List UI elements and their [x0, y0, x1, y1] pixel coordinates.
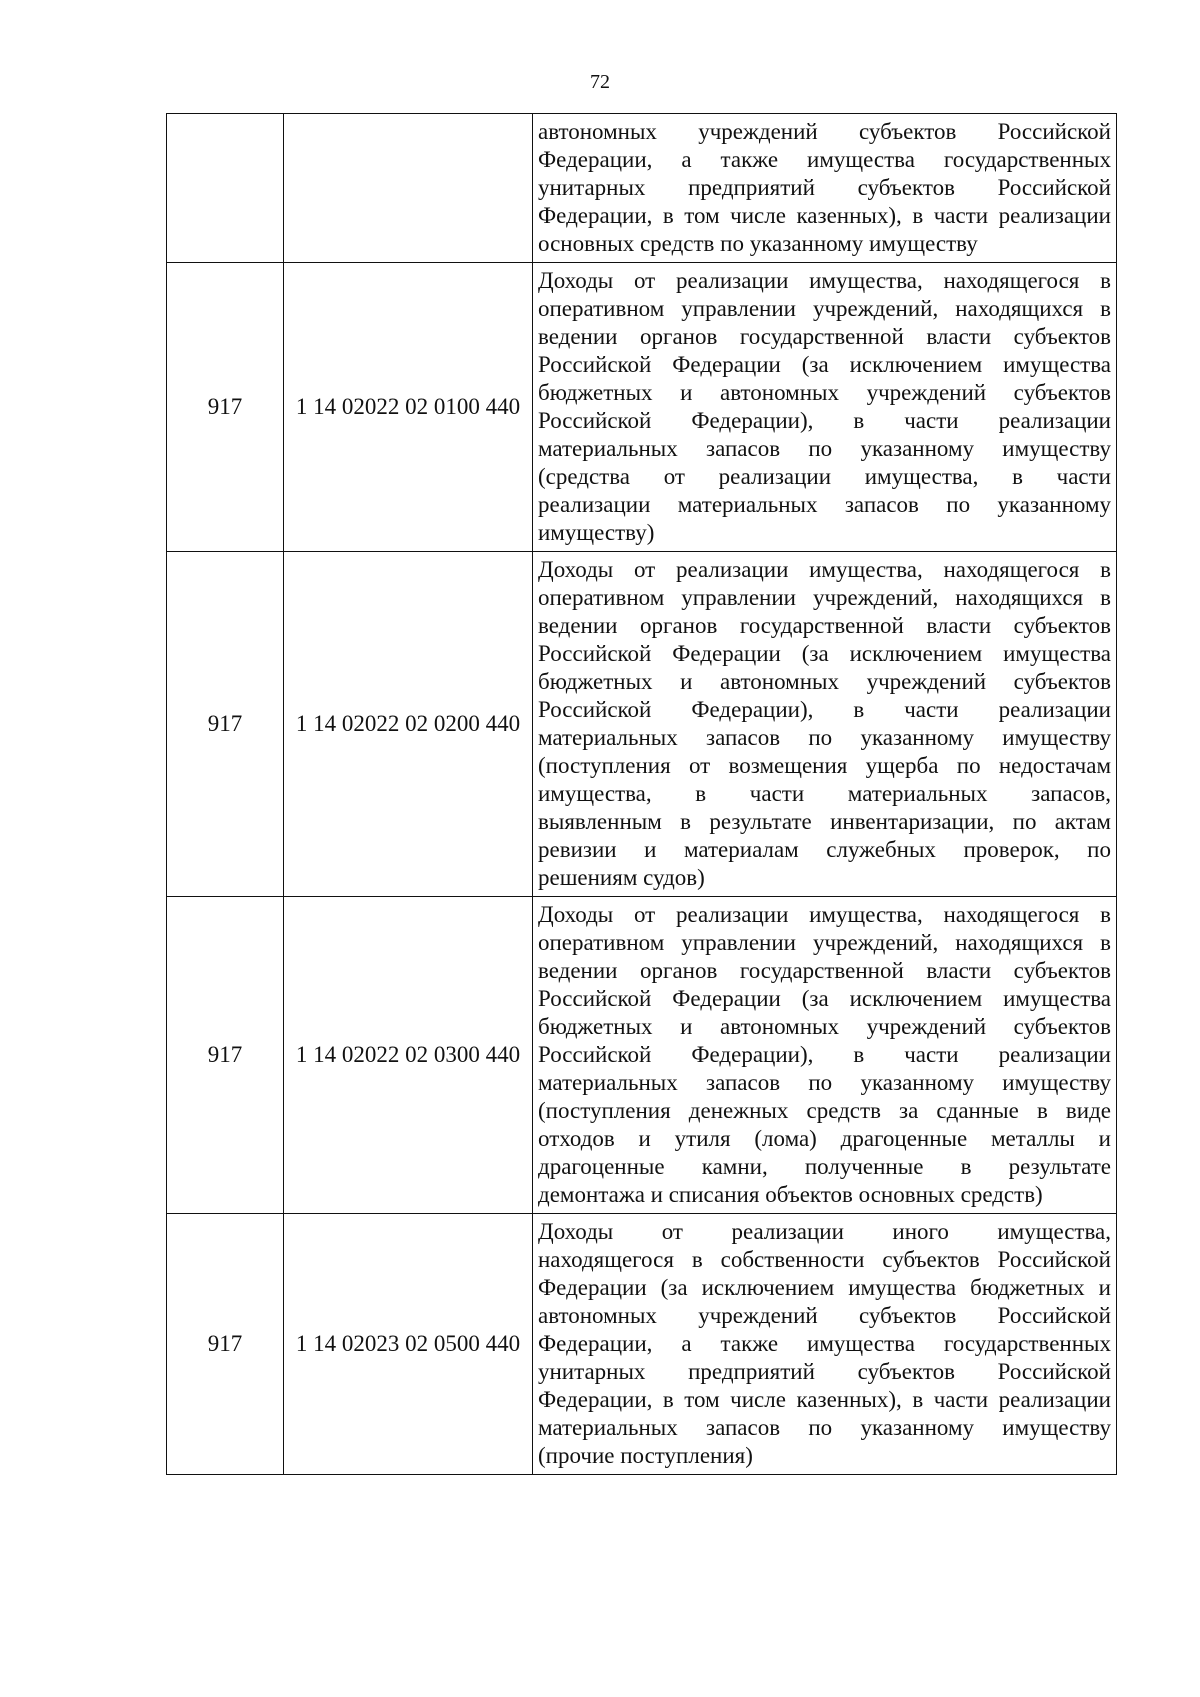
- budget-code-cell: 1 14 02022 02 0100 440: [284, 263, 533, 552]
- budget-code-cell: 1 14 02022 02 0300 440: [284, 897, 533, 1214]
- description-line: бюджетных и автономных учреждений субъектов: [538, 1014, 1111, 1039]
- description-line: реализации материальных запасов по указанному: [538, 492, 1111, 517]
- description-line: (поступления от возмещения ущерба по недостачам: [538, 753, 1111, 778]
- description-line: Федерации, в том числе казенных), в части реализации: [538, 203, 1111, 228]
- description-line: бюджетных и автономных учреждений субъектов: [538, 669, 1111, 694]
- description-cell: [533, 1214, 1117, 1475]
- description-line: автономных учреждений субъектов Российской: [538, 119, 1111, 144]
- table-row: [167, 1214, 1117, 1475]
- description-line: имущества, в части материальных запасов,: [538, 781, 1111, 806]
- description-cell: [533, 114, 1117, 263]
- description-line: Федерации, а также имущества государственных: [538, 1331, 1111, 1356]
- description-line: ревизии и материалам служебных проверок, по: [538, 837, 1111, 862]
- description-line: оперативном управлении учреждений, находящихся в: [538, 930, 1111, 955]
- description-cell: [533, 897, 1117, 1214]
- description-cell: [533, 263, 1117, 552]
- description-cell: [533, 552, 1117, 897]
- description-line: материальных запасов по указанному имуществу: [538, 725, 1111, 750]
- description-line: Федерации, в том числе казенных), в части реализации: [538, 1387, 1111, 1412]
- admin-code-cell: 917: [167, 263, 284, 552]
- description-line: автономных учреждений субъектов Российской: [538, 1303, 1111, 1328]
- description-line: Доходы от реализации имущества, находящегося в: [538, 902, 1111, 927]
- description-line: Доходы от реализации имущества, находящегося в: [538, 268, 1111, 293]
- admin-code-cell: 917: [167, 897, 284, 1214]
- description-line: оперативном управлении учреждений, находящихся в: [538, 296, 1111, 321]
- description-line: имуществу): [538, 520, 655, 545]
- budget-code-cell: [284, 114, 533, 263]
- page-number: 72: [590, 71, 610, 93]
- description-line: выявленным в результате инвентаризации, по актам: [538, 809, 1111, 834]
- table-row: [167, 897, 1117, 1214]
- description-line: Российской Федерации (за исключением имущества: [538, 986, 1111, 1011]
- table-row: [167, 114, 1117, 263]
- description-line: Российской Федерации), в части реализации: [538, 408, 1111, 433]
- table-row: [167, 263, 1117, 552]
- description-line: (средства от реализации имущества, в части: [538, 464, 1111, 489]
- table-row: [167, 552, 1117, 897]
- description-line: (прочие поступления): [538, 1443, 753, 1468]
- description-line: находящегося в собственности субъектов Российской: [538, 1247, 1111, 1272]
- description-line: ведении органов государственной власти субъектов: [538, 958, 1111, 983]
- admin-code-cell: 917: [167, 1214, 284, 1475]
- description-line: материальных запасов по указанному имуществу: [538, 1070, 1111, 1095]
- description-line: унитарных предприятий субъектов Российской: [538, 175, 1111, 200]
- description-line: Федерации, а также имущества государственных: [538, 147, 1111, 172]
- budget-code-cell: 1 14 02023 02 0500 440: [284, 1214, 533, 1475]
- description-line: ведении органов государственной власти субъектов: [538, 324, 1111, 349]
- description-line: материальных запасов по указанному имуществу: [538, 1415, 1111, 1440]
- admin-code-cell: [167, 114, 284, 263]
- description-line: Российской Федерации (за исключением имущества: [538, 352, 1111, 377]
- description-line: Доходы от реализации иного имущества,: [538, 1219, 1111, 1244]
- description-line: Доходы от реализации имущества, находящегося в: [538, 557, 1111, 582]
- budget-code-cell: 1 14 02022 02 0200 440: [284, 552, 533, 897]
- description-line: Федерации (за исключением имущества бюджетных и: [538, 1275, 1111, 1300]
- description-line: основных средств по указанному имуществу: [538, 231, 978, 256]
- table-body: [167, 114, 1117, 1475]
- admin-code-cell: 917: [167, 552, 284, 897]
- description-line: Российской Федерации), в части реализации: [538, 1042, 1111, 1067]
- description-line: (поступления денежных средств за сданные в виде: [538, 1098, 1111, 1123]
- revenue-codes-table: [166, 113, 1117, 1475]
- description-line: отходов и утиля (лома) драгоценные металлы и: [538, 1126, 1111, 1151]
- description-line: материальных запасов по указанному имуществу: [538, 436, 1111, 461]
- description-line: бюджетных и автономных учреждений субъектов: [538, 380, 1111, 405]
- description-line: Российской Федерации), в части реализации: [538, 697, 1111, 722]
- description-line: демонтажа и списания объектов основных средств): [538, 1182, 1043, 1207]
- description-line: решениям судов): [538, 865, 705, 890]
- description-line: оперативном управлении учреждений, находящихся в: [538, 585, 1111, 610]
- description-line: драгоценные камни, полученные в результате: [538, 1154, 1111, 1179]
- description-line: Российской Федерации (за исключением имущества: [538, 641, 1111, 666]
- description-line: ведении органов государственной власти субъектов: [538, 613, 1111, 638]
- description-line: унитарных предприятий субъектов Российской: [538, 1359, 1111, 1384]
